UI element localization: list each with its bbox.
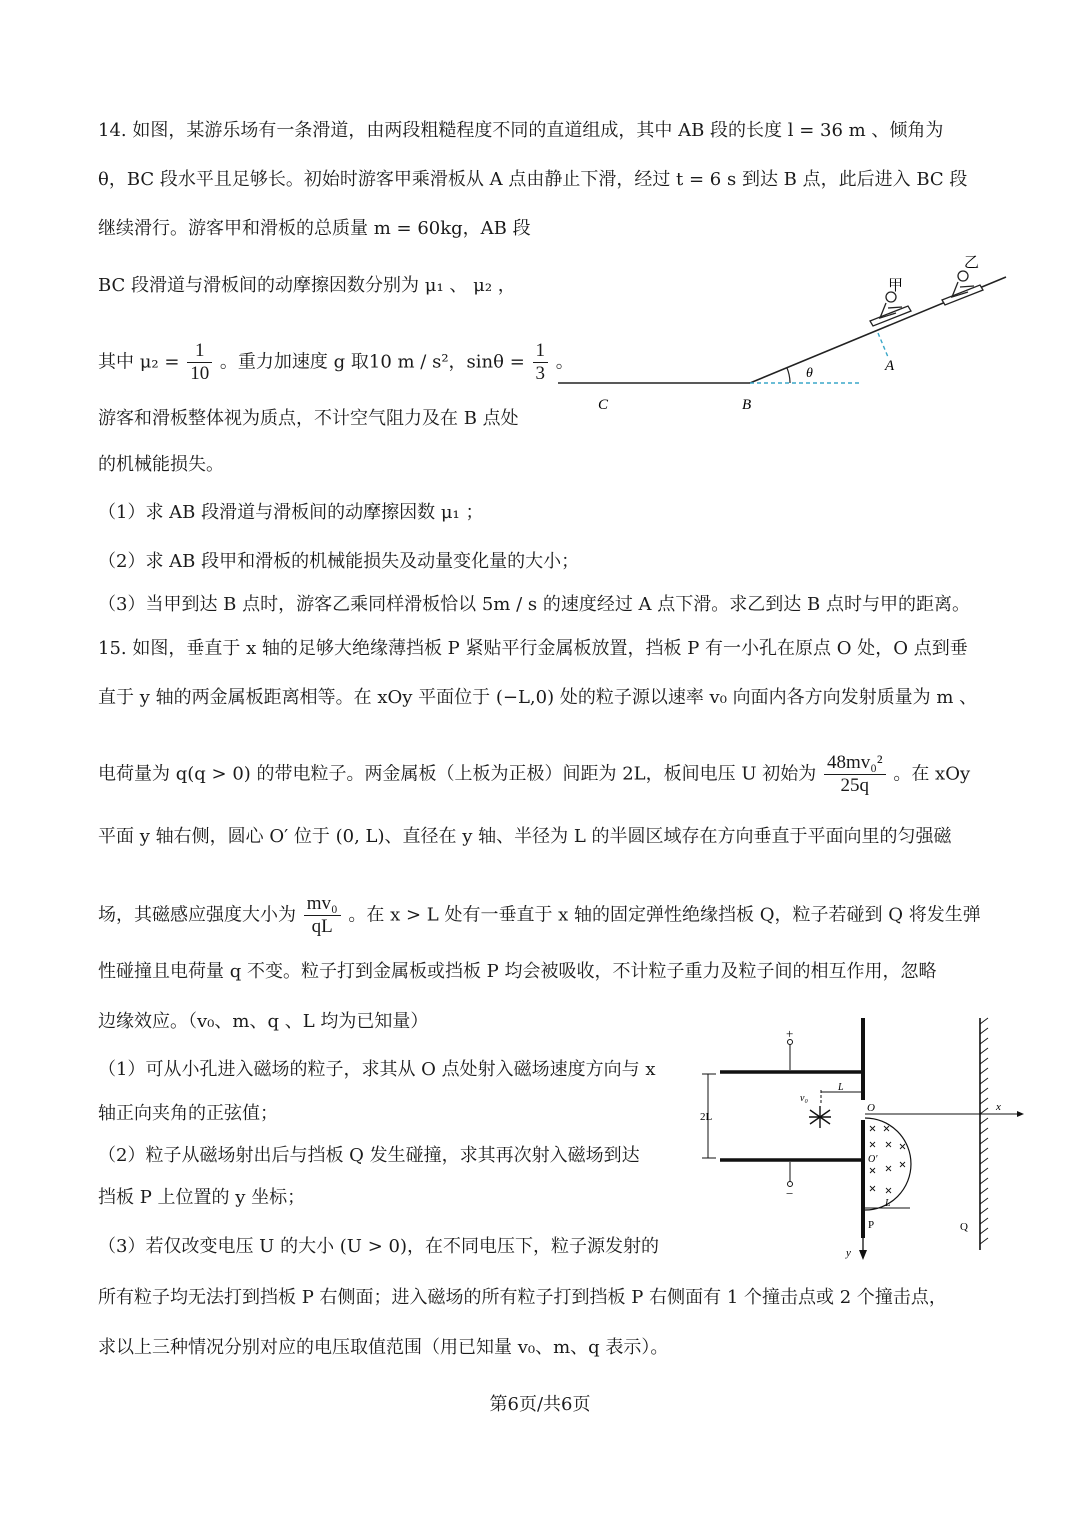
q14-fraction-sin	[533, 340, 549, 385]
label-Q: Q	[960, 1221, 968, 1233]
label-theta: θ	[806, 366, 813, 381]
label-y-axis: y	[846, 1247, 851, 1259]
q14-line-5b: 。重力加速度 g 取10 m / s²，sinθ =	[219, 351, 525, 373]
minus-sign: −	[786, 1186, 794, 1201]
frac-den: qL	[311, 916, 333, 937]
q14-line-5	[98, 340, 574, 385]
q15-sub-3b: 所有粒子均无法打到挡板 P 右侧面；进入磁场的所有粒子打到挡板 P 右侧面有 1 个撞击点或 2 个撞击点，	[98, 1287, 947, 1308]
q15-line-5b: 。在 x > L 处有一垂直于 x 轴的固定弹性绝缘挡板 Q，粒子若碰到 Q 将发生弹	[348, 904, 981, 926]
q15-line-4: 平面 y 轴右侧，圆心 O′ 位于 (0, L)、直径在 y 轴、半径为 L 的半圆区域存在方向垂直于平面向里的匀强磁	[98, 826, 952, 847]
label-P: P	[868, 1219, 875, 1231]
q14-line-6: 游客和滑板整体视为质点，不计空气阻力及在 B 点处	[98, 408, 519, 429]
q14-slide-diagram	[550, 245, 1020, 425]
label-A: A	[885, 358, 895, 374]
particle-source-icon	[809, 1106, 831, 1128]
q15-line-3b: 。在 xOy	[893, 763, 971, 785]
barrier-Q-hatching	[980, 1018, 988, 1244]
frac-den: 25q	[840, 775, 870, 796]
q14-line-3: 继续滑行。游客甲和滑板的总质量 m = 60kg，AB 段	[98, 218, 531, 239]
label-C: C	[598, 397, 609, 413]
plus-sign: +	[786, 1026, 794, 1041]
rider-yi-icon	[942, 271, 983, 305]
q15-fraction-voltage	[824, 752, 886, 797]
label-2L: 2L	[700, 1111, 713, 1123]
q15-line-3a: 电荷量为 q(q > 0) 的带电粒子。两金属板（上板为正极）间距为 2L，板间电压 U 初始为	[98, 763, 817, 785]
q14-sub-3: （3）当甲到达 B 点时，游客乙乘同样滑板恰以 5m / s 的速度经过 A 点下滑。求乙到达 B 点时与甲的距离。	[98, 594, 970, 615]
q15-line-5a: 场，其磁感应强度大小为	[98, 904, 296, 926]
q14-line-1: 14. 如图，某游乐场有一条滑道，由两段粗糙程度不同的直道组成，其中 AB 段的长度 l = 36 m 、倾角为	[98, 120, 944, 141]
q14-line-2: θ，BC 段水平且足够长。初始时游客甲乘滑板从 A 点由静止下滑，经过 t = 6 s 到达 B 点，此后进入 BC 段	[98, 169, 968, 190]
q14-line-5c: 。	[555, 351, 574, 373]
frac-num: mv₀	[304, 893, 341, 916]
q15-sub-2b: 挡板 P 上位置的 y 坐标；	[98, 1187, 306, 1208]
q15-field-diagram	[690, 1010, 1030, 1270]
q15-fraction-field	[304, 893, 341, 938]
label-O: O	[867, 1102, 875, 1114]
page-footer: 第6页/共6页	[489, 1394, 591, 1415]
q15-sub-2a: （2）粒子从磁场射出后与挡板 Q 发生碰撞，求其再次射入磁场到达	[98, 1145, 640, 1166]
q15-line-5	[98, 893, 981, 938]
q15-line-2: 直于 y 轴的两金属板距离相等。在 xOy 平面位于 (−L,0) 处的粒子源以速率 v₀ 向面内各方向发射质量为 m 、	[98, 687, 978, 708]
q14-sub-2: （2）求 AB 段甲和滑板的机械能损失及动量变化量的大小；	[98, 551, 580, 572]
q15-sub-1a: （1）可从小孔进入磁场的粒子，求其从 O 点处射入磁场速度方向与 x	[98, 1059, 656, 1080]
label-yi: 乙	[964, 255, 980, 271]
q15-sub-3c: 求以上三种情况分别对应的电压取值范围（用已知量 v₀、m、q 表示）。	[98, 1337, 669, 1358]
label-L-source: L	[838, 1082, 844, 1093]
frac-num: 1	[533, 340, 549, 363]
label-Oprime: O′	[868, 1154, 878, 1165]
frac-num: 1	[187, 340, 212, 363]
rider-jia-icon	[870, 292, 911, 326]
q15-sub-1b: 轴正向夹角的正弦值；	[98, 1103, 278, 1124]
q14-line-5a: 其中 μ₂ =	[98, 351, 180, 373]
q14-line-7: 的机械能损失。	[98, 454, 224, 475]
label-v0: v₀	[800, 1093, 808, 1104]
q15-line-1: 15. 如图，垂直于 x 轴的足够大绝缘薄挡板 P 紧贴平行金属板放置，挡板 P 有一小孔在原点 O 处，O 点到垂	[98, 638, 968, 659]
label-B: B	[742, 397, 752, 413]
q14-line-4: BC 段滑道与滑板间的动摩擦因数分别为 μ₁ 、 μ₂ ，	[98, 275, 516, 296]
q15-line-7: 边缘效应。（v₀、m、q 、L 均为已知量）	[98, 1011, 429, 1032]
label-jia: 甲	[888, 278, 904, 294]
q14-fraction-mu2	[187, 340, 212, 385]
frac-den: 3	[535, 363, 546, 384]
q15-line-3	[98, 752, 970, 797]
label-L-radius: L	[885, 1198, 891, 1209]
label-x-axis: x	[996, 1101, 1001, 1113]
q14-sub-1: （1）求 AB 段滑道与滑板间的动摩擦因数 μ₁ ；	[98, 502, 484, 523]
q15-sub-3a: （3）若仅改变电压 U 的大小 (U > 0)，在不同电压下，粒子源发射的	[98, 1236, 659, 1257]
frac-den: 10	[190, 363, 210, 384]
q15-line-6: 性碰撞且电荷量 q 不变。粒子打到金属板或挡板 P 均会被吸收，不计粒子重力及粒子间的相互作用，忽略	[98, 961, 937, 982]
frac-num: 48mv₀²	[824, 752, 886, 775]
